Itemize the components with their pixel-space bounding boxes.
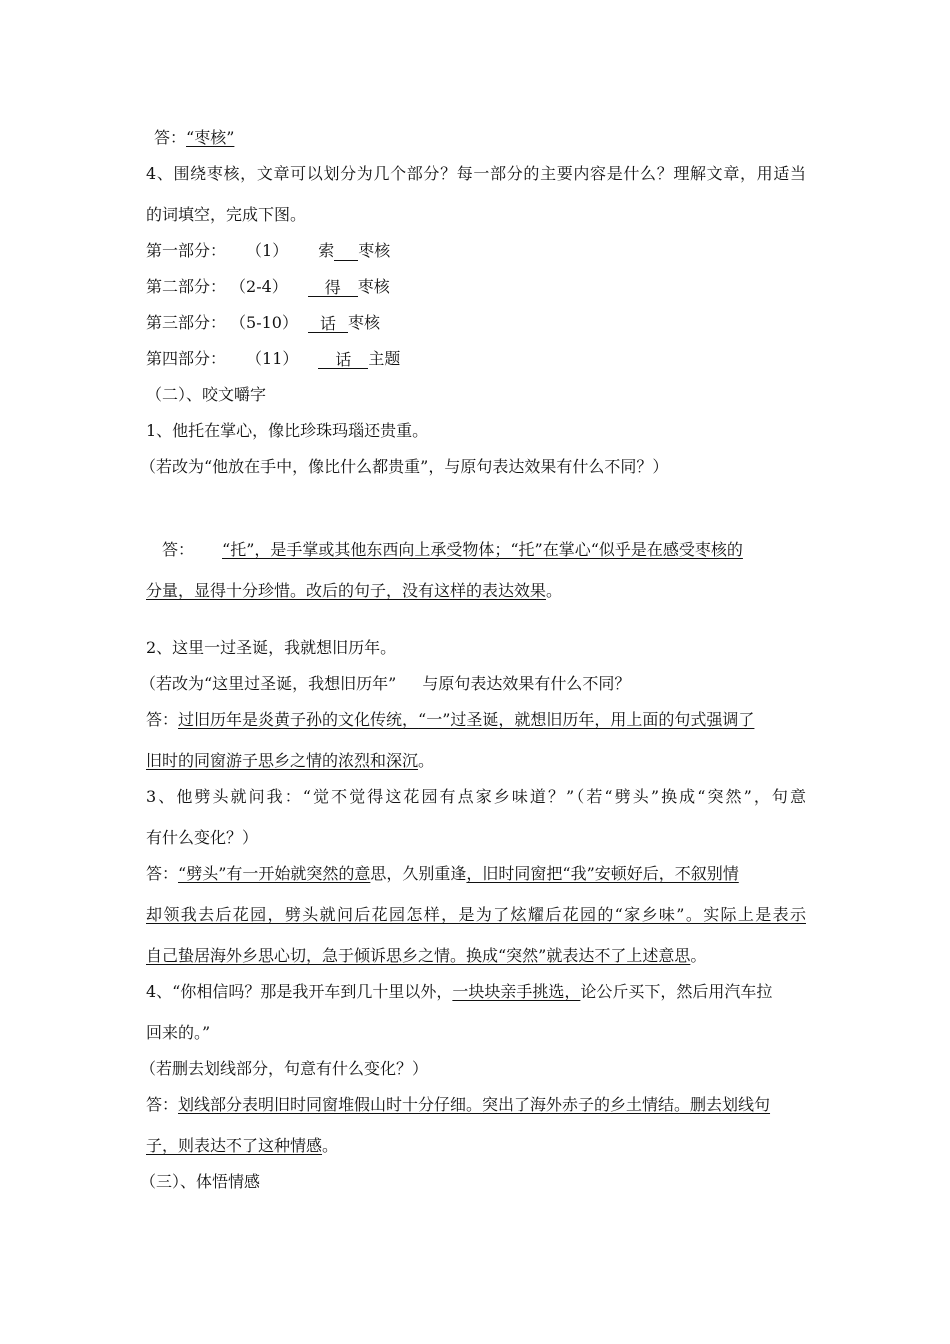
part-word-blank: 话 [308, 314, 348, 333]
item-4-answer-line2: 子，则表达不了这种情感。 [146, 1136, 339, 1155]
part-word-blank: 话 [318, 350, 368, 369]
question-4-line2: 的词填空，完成下图。 [146, 205, 307, 224]
item-3-question-line2: 有什么变化？） [146, 828, 259, 847]
section-2-heading: （二）、咬文嚼字 [146, 385, 267, 404]
item-3-answer-line1: 答：“劈头”有一开始就突然的意思，久别重逢，旧时同窗把“我”安顿好后，不叙别情 [146, 864, 739, 883]
item-4-question-line2: 回来的。” [146, 1023, 211, 1042]
item-2-question: 2、这里一过圣诞，我就想旧历年。 [146, 638, 397, 657]
item-4-question-line1: 4、“你相信吗？那是我开车到几十里以外，一块块亲手挑选，论公斤买下，然后用汽车拉 [146, 982, 773, 1001]
item-2-answer-line2: 旧时的同窗游子思乡之情的浓烈和深沉。 [146, 751, 435, 770]
item-2-change: （若改为“这里过圣诞，我想旧历年” 与原句表达效果有什么不同？ [140, 674, 631, 693]
part-row-2: 第二部分： （2-4） 得 枣核 [146, 277, 390, 297]
section-3-heading: （三）、体悟情感 [140, 1172, 261, 1191]
answer-value: “枣核” [186, 128, 235, 147]
part-row-4: 第四部分： （11） 话 主题 [146, 349, 401, 369]
part-word-blank: 得 [308, 278, 358, 297]
part-row-1: 第一部分： （1） 索 枣核 [146, 241, 391, 260]
item-4-answer-line1: 答：划线部分表明旧时同窗堆假山时十分仔细。突出了海外赤子的乡土情结。删去划线句 [146, 1095, 771, 1114]
part-row-3: 第三部分： （5-10） 话 枣核 [146, 313, 380, 333]
item-1-change: （若改为“他放在手中，像比什么都贵重”，与原句表达效果有什么不同？） [140, 457, 669, 476]
item-3-answer-line3: 自己蛰居海外乡思心切，急于倾诉思乡之情。换成“突然”就表达不了上述意思。 [146, 946, 707, 965]
answer-line-0: 答：“枣核” [154, 128, 235, 147]
item-2-answer-line1: 答：过旧历年是炎黄子孙的文化传统，“一”过圣诞，就想旧历年，用上面的句式强调了 [146, 710, 755, 729]
item-1-answer-line2: 分量，显得十分珍惜。改后的句子，没有这样的表达效果。 [146, 581, 563, 600]
item-3-question-line1: 3、他劈头就问我：“觉不觉得这花园有点家乡味道？”（若“劈头”换成“突然”，句意 [146, 787, 806, 806]
item-1-answer-line1: 答： “托”，是手掌或其他东西向上承受物体；“托”在掌心“似乎是在感受枣核的 [162, 540, 743, 559]
question-4-line1: 4、围绕枣核，文章可以划分为几个部分？每一部分的主要内容是什么？理解文章，用适当 [146, 164, 806, 183]
part-word-blank: 索 [318, 241, 335, 260]
item-4-change: （若删去划线部分，句意有什么变化？） [140, 1059, 429, 1078]
item-3-answer-line2: 却领我去后花园，劈头就问后花园怎样，是为了炫耀后花园的“家乡味”。实际上是表示 [146, 905, 806, 924]
item-1-question: 1、他托在掌心，像比珍珠玛瑙还贵重。 [146, 421, 429, 440]
